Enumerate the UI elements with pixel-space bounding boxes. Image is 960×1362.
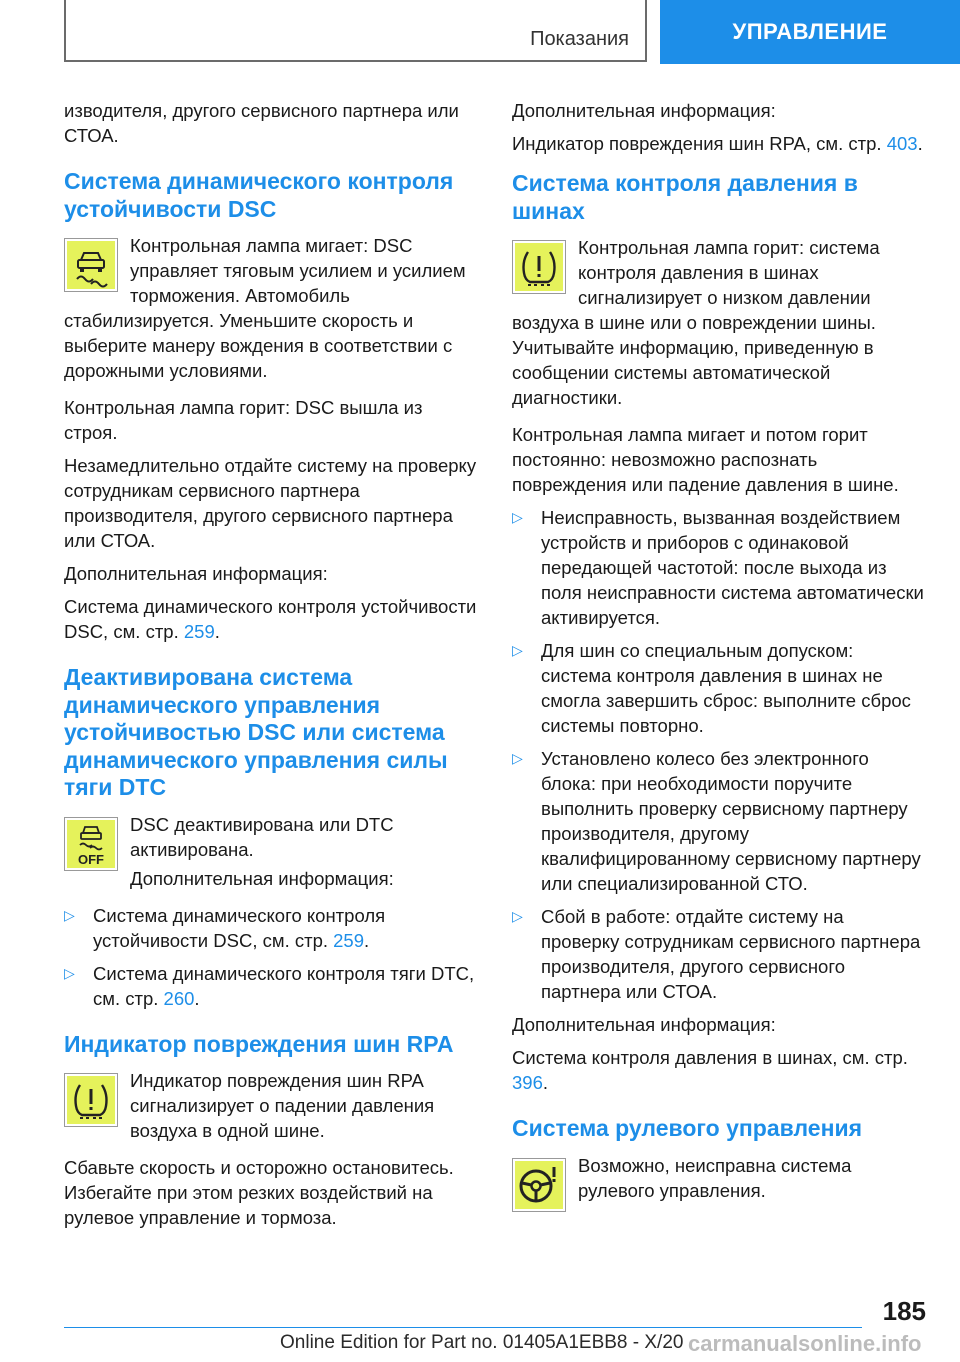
list-item: ▷ Система динамического контроля тяги DTC, см. стр. 260. xyxy=(64,962,475,1009)
triangle-bullet-icon: ▷ xyxy=(512,509,523,525)
dsc-block xyxy=(64,233,478,387)
tpm-list xyxy=(512,505,926,1004)
tire-pressure-icon xyxy=(64,1073,118,1127)
watermark: carmanualsonline.info xyxy=(688,1331,922,1356)
triangle-bullet-icon: ▷ xyxy=(512,908,523,924)
dtc-state-text: DSC деактивирована или DTC активирована. xyxy=(130,813,394,860)
list-item: ▷ Установлено колесо без электронного блока: при необходимости поручите выполнить проверку сервисному партнеру производителя, другому квалифицированному сервисному партнеру или специализированной СТО. xyxy=(512,748,921,894)
dtc-page-link-1[interactable]: 259 xyxy=(333,929,365,951)
dsc-reference-text: Система динамического контроля устойчивости DSC, см. стр. xyxy=(64,596,477,642)
tpm-block xyxy=(512,235,926,414)
rpa-reference: Индикатор повреждения шин RPA, см. стр. 403. xyxy=(512,133,923,154)
steering-wheel-warning-icon xyxy=(512,1158,566,1212)
left-column xyxy=(64,98,478,1238)
continued-paragraph: изводителя, другого сервисного партнера или СТОА. xyxy=(64,100,459,146)
off-label: OFF xyxy=(78,851,104,867)
list-item: ▷ Для шин со специальным допуском: система контроля давления в шинах не смогла завершить сброс: выполните сброс системы повторно. xyxy=(512,640,911,736)
tpm-lamp-flashing-text: Контрольная лампа мигает и потом горит постоянно: невозможно распознать повреждения или падение давления в шине. xyxy=(512,424,899,495)
rpa-heading: Индикатор повреждения шин RPA xyxy=(64,1030,454,1057)
dsc-flashing-text: Контрольная лампа мигает: DSC управляет тяговым усилием и усилием торможения. Автомобиль стабилизируется. Уменьшите скорость и выберите манеру вождения в соответствии с дорожными условиями. xyxy=(64,235,466,381)
dtc-more-info-label: Дополнительная информация: xyxy=(130,867,394,889)
rpa-action-text: Сбавьте скорость и осторожно остановитесь. Избегайте при этом резких воздействий на рулевое управление и тормоза. xyxy=(64,1157,454,1228)
tire-pressure-icon xyxy=(512,240,566,294)
dsc-failure-text: Контрольная лампа горит: DSC вышла из строя. xyxy=(64,397,423,443)
footer-edition: Online Edition for Part no. 01405A1EBB8 - X/20 xyxy=(280,1332,684,1353)
rpa-description: Индикатор повреждения шин RPA сигнализирует о падении давления воздуха в одной шине. xyxy=(130,1070,435,1141)
rpa-block xyxy=(64,1068,478,1147)
dsc-page-link[interactable]: 259 xyxy=(183,621,215,642)
dtc-page-link-2[interactable]: 260 xyxy=(163,987,195,1009)
page-number: 185 xyxy=(882,1296,926,1326)
dtc-block xyxy=(64,812,478,895)
dsc-skid-icon xyxy=(64,238,118,292)
dsc-more-info-label: Дополнительная информация: xyxy=(64,563,328,584)
list-item: ▷ Система динамического контроля устойчивости DSC, см. стр. 259. xyxy=(64,904,386,951)
list-item: ▷ Сбой в работе: отдайте систему на проверку сотрудникам сервисного партнера производителя, другого сервисного партнера или СТОА. xyxy=(512,906,921,1002)
steering-heading: Система рулевого управления xyxy=(512,1115,863,1141)
tpm-heading: Система контроля давления в шинах xyxy=(512,170,858,224)
tpm-reference: Система контроля давления в шинах, см. стр. 396. xyxy=(512,1047,908,1093)
dtc-heading: Деактивирована система динамического управления устойчивостью DSC или система динамического управления силы тяги DTC xyxy=(64,664,448,800)
right-column xyxy=(512,98,926,1224)
list-item: ▷ Неисправность, вызванная воздействием устройств и приборов с одинаковой передающей частотой: после выхода из поля неисправности система автоматически активируется. xyxy=(512,507,924,628)
triangle-bullet-icon: ▷ xyxy=(64,964,75,981)
tpm-page-link[interactable]: 396 xyxy=(512,1072,543,1093)
dsc-heading: Система динамического контроля устойчивости DSC xyxy=(64,168,454,222)
rpa-reference-text: Индикатор повреждения шин RPA, см. стр. xyxy=(512,133,882,154)
triangle-bullet-icon: ▷ xyxy=(512,750,523,766)
rpa-page-link[interactable]: 403 xyxy=(886,133,918,154)
steering-block xyxy=(512,1153,926,1216)
tpm-lamp-on-text: Контрольная лампа горит: система контроля давления в шинах сигнализирует о низком давлении воздуха в шине или о повреждении шины. Учитывайте информацию, приведенную в сообщении системы автоматической диагностики. xyxy=(512,237,880,408)
dsc-service-text: Незамедлительно отдайте систему на проверку сотрудникам сервисного партнера производителя, другого сервисного партнера или СТОА. xyxy=(64,455,477,551)
header-box xyxy=(64,0,647,62)
steering-warning-text: Возможно, неисправна система рулевого управления. xyxy=(578,1154,852,1201)
dtc-list xyxy=(64,903,478,1011)
rpa-more-info-label: Дополнительная информация: xyxy=(512,100,776,121)
tpm-more-info-label: Дополнительная информация: xyxy=(512,1014,776,1035)
header-tab-label: УПРАВЛЕНИЕ xyxy=(732,19,888,44)
dsc-reference: Система динамического контроля устойчивости DSC, см. стр. 259. xyxy=(64,596,477,642)
dsc-off-icon xyxy=(64,817,118,871)
header-section-label: Показания xyxy=(530,28,629,50)
header-tab[interactable] xyxy=(660,0,960,64)
triangle-bullet-icon: ▷ xyxy=(512,642,523,658)
footer-rule xyxy=(64,1327,862,1328)
triangle-bullet-icon: ▷ xyxy=(64,906,75,923)
tpm-reference-text: Система контроля давления в шинах, см. стр. xyxy=(512,1047,908,1068)
